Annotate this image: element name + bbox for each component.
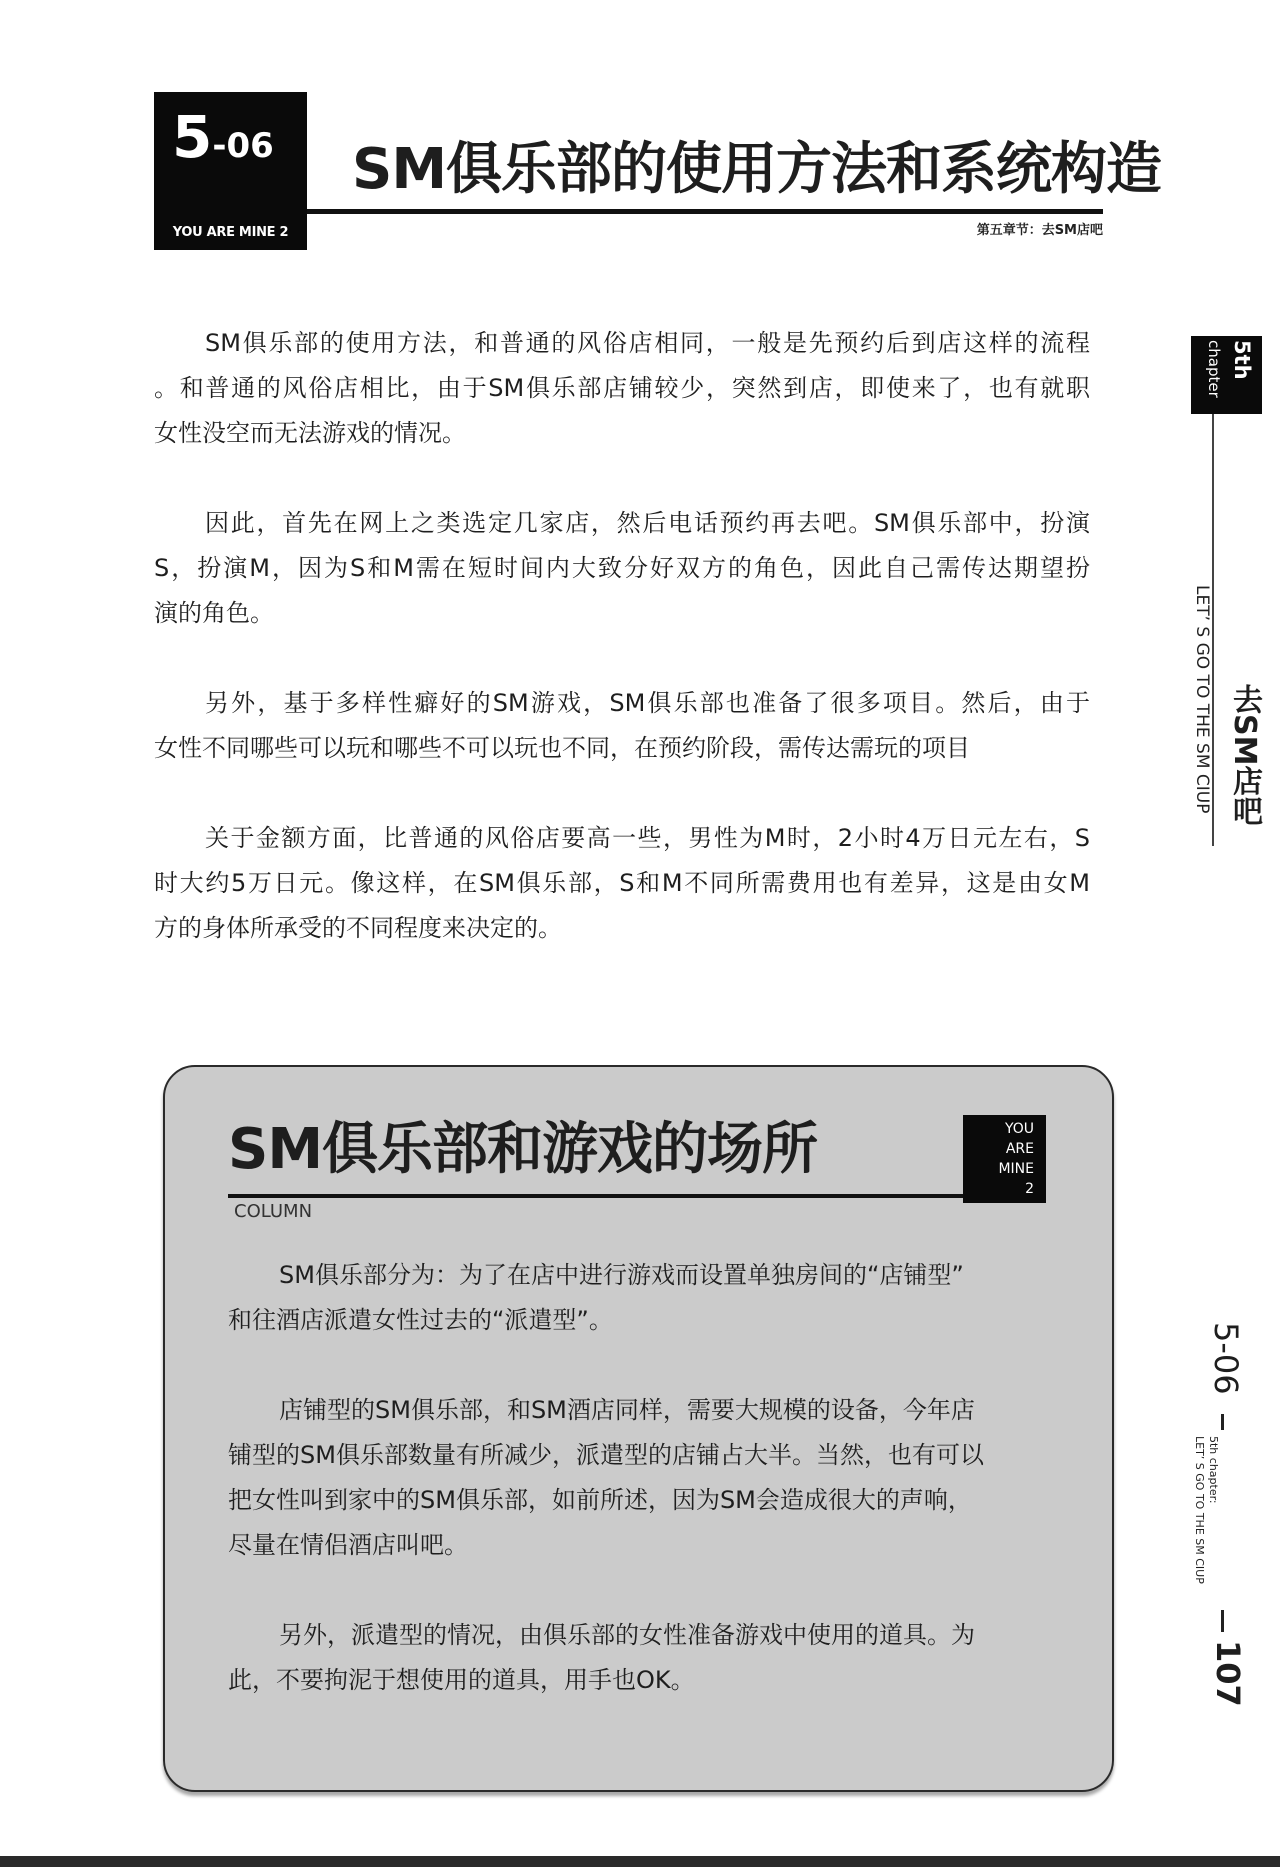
column-paragraph-3 — [228, 1613, 1040, 1703]
body-paragraph-3 — [154, 681, 1090, 771]
text-line: 时大约5万日元。像这样，在SM俱乐部，S和M不同所需费用也有差异，这是由女M — [154, 869, 1090, 897]
column-title-divider — [228, 1194, 964, 1198]
text-line: 铺型的SM俱乐部数量有所减少，派遣型的店铺占大半。当然，也有可以 — [228, 1441, 984, 1469]
footer-section: 5-06 — [1207, 1322, 1245, 1395]
text-line: 女性不同哪些可以玩和哪些不可以玩也不同，在预约阶段，需传达需玩的项目 — [154, 734, 970, 762]
tag-line: YOU — [1004, 1121, 1034, 1137]
tag-line: MINE — [998, 1161, 1034, 1177]
page-number: 107 — [1209, 1640, 1247, 1707]
text-line: SM俱乐部分为：为了在店中进行游戏而设置单独房间的“店铺型” — [279, 1261, 964, 1289]
text-line: 此，不要拘泥于想使用的道具，用手也OK。 — [228, 1666, 695, 1694]
section-minor: -06 — [212, 126, 274, 166]
footer-chapter — [1192, 1436, 1220, 1584]
text-line: 尽量在情侣酒店叫吧。 — [228, 1531, 468, 1559]
section-number — [172, 102, 274, 181]
text-line: 和往酒店派遣女性过去的“派遣型”。 — [228, 1306, 613, 1334]
chapter-number: 5th — [1230, 340, 1254, 380]
tag-line: ARE — [1005, 1141, 1034, 1157]
text-line: 把女性叫到家中的SM俱乐部，如前所述，因为SM会造成很大的声响， — [228, 1486, 972, 1514]
footer-chapter-english: LET’ S GO TO THE SM CIUP — [1193, 1436, 1206, 1584]
text-line: S，扮演M，因为S和M需在短时间内大致分好双方的角色，因此自己需传达期望扮 — [154, 554, 1090, 582]
section-number-badge — [154, 92, 307, 250]
body-paragraph-2 — [154, 501, 1090, 636]
text-line: 关于金额方面，比普通的风俗店要高一些，男性为M时，2小时4万日元左右，S — [205, 824, 1090, 852]
column-paragraph-2 — [228, 1388, 1040, 1568]
text-line: 店铺型的SM俱乐部，和SM酒店同样，需要大规模的设备，今年店 — [279, 1396, 975, 1424]
bottom-border — [0, 1856, 1280, 1867]
column-title: SM俱乐部和游戏的场所 — [228, 1117, 818, 1182]
body-paragraph-1 — [154, 321, 1090, 456]
chapter-english-title: LET’ S GO TO THE SM CIUP — [1192, 585, 1212, 814]
page-title: SM俱乐部的使用方法和系统构造 — [352, 137, 1162, 202]
chapter-subtitle: 第五章节：去SM店吧 — [976, 223, 1103, 238]
text-line: SM俱乐部的使用方法，和普通的风俗店相同，一般是先预约后到店这样的流程 — [205, 329, 1090, 357]
text-line: 另外，派遣型的情况，由俱乐部的女性准备游戏中使用的道具。为 — [279, 1621, 975, 1649]
text-line: 演的角色。 — [154, 599, 274, 627]
column-series-tag — [963, 1115, 1046, 1203]
series-tag: YOU ARE MINE 2 — [172, 225, 289, 240]
footer-separator — [1221, 1414, 1224, 1430]
text-line: 。和普通的风俗店相比，由于SM俱乐部店铺较少，突然到店，即使来了，也有就职 — [154, 374, 1090, 402]
chapter-tab — [1191, 336, 1262, 414]
body-paragraph-4 — [154, 816, 1090, 951]
column-paragraph-1 — [228, 1253, 1040, 1343]
footer-chapter-label: 5th chapter: — [1207, 1436, 1220, 1504]
column-label: COLUMN — [234, 1201, 313, 1222]
text-line: 方的身体所承受的不同程度来决定的。 — [154, 914, 562, 942]
title-divider — [307, 209, 1103, 214]
section-major: 5 — [172, 103, 213, 171]
text-line: 另外，基于多样性癖好的SM游戏，SM俱乐部也准备了很多项目。然后，由于 — [205, 689, 1090, 717]
tag-line: 2 — [1025, 1181, 1034, 1197]
footer-separator — [1221, 1610, 1224, 1632]
chapter-word: chapter — [1205, 340, 1223, 398]
text-line: 因此，首先在网上之类选定几家店，然后电话预约再去吧。SM俱乐部中，扮演 — [205, 509, 1090, 537]
text-line: 女性没空而无法游戏的情况。 — [154, 419, 466, 447]
chapter-chinese-title: 去SM店吧 — [1227, 684, 1262, 826]
side-divider — [1212, 414, 1214, 846]
